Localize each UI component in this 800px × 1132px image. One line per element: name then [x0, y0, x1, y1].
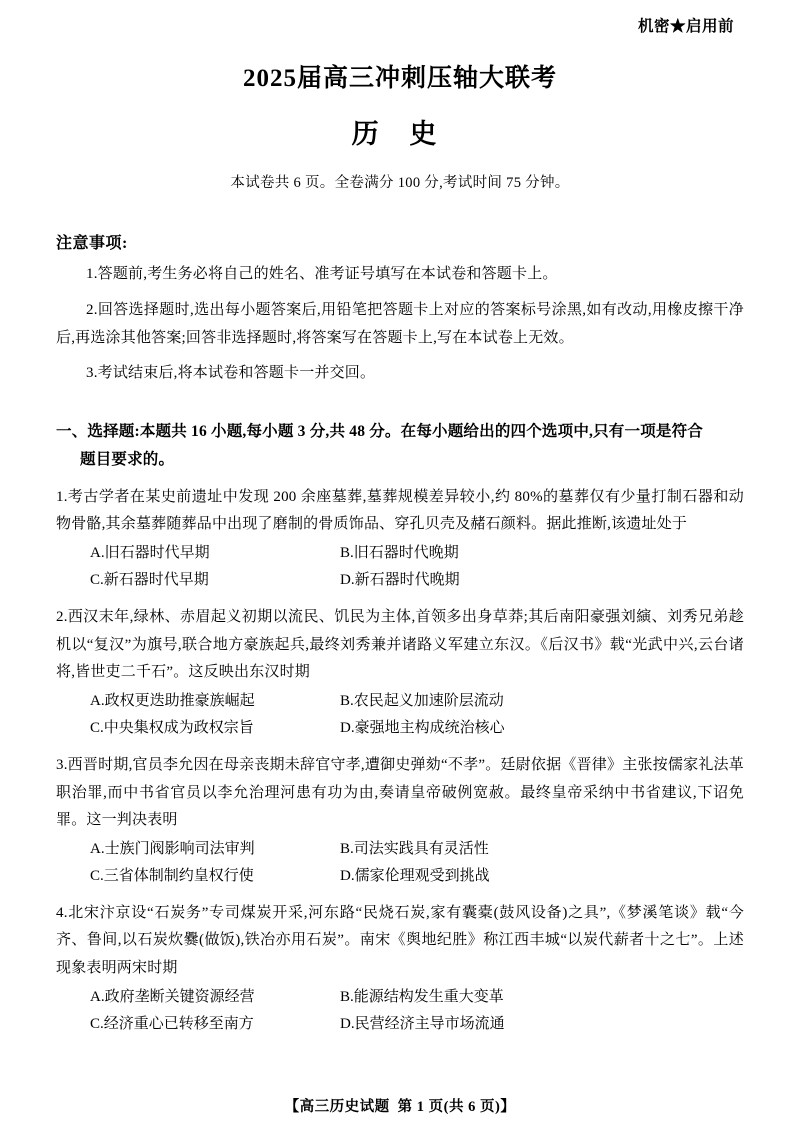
option-d[interactable]: D.豪强地主构成统治核心: [340, 720, 505, 737]
notice-heading: 注意事项:: [56, 235, 128, 252]
section-heading-line2: 题目要求的。: [80, 450, 175, 468]
option-a[interactable]: A.政权更迭助推豪族崛起: [90, 693, 255, 710]
option-row: [56, 1011, 744, 1038]
option-b[interactable]: B.能源结构发生重大变革: [340, 989, 504, 1006]
question-options: [56, 540, 744, 594]
question-item: [56, 752, 744, 890]
exam-info: 本试卷共 6 页。全卷满分 100 分,考试时间 75 分钟。: [230, 175, 570, 191]
question-number: 4.: [56, 905, 68, 922]
option-b[interactable]: B.司法实践具有灵活性: [340, 841, 489, 858]
question-item: [56, 484, 744, 595]
option-row: [56, 567, 744, 594]
confidential-notice: 机密★启用前: [637, 18, 734, 35]
option-b[interactable]: B.旧石器时代晚期: [340, 545, 459, 562]
option-a[interactable]: A.士族门阀影响司法审判: [90, 841, 255, 858]
question-text: 考古学者在某史前遗址中发现 200 余座墓葬,墓葬规模差异较小,约 80%的墓葬仅有少量打制石器和动物骨骼,其余墓葬随葬品中出现了磨制的骨质饰品、穿孔贝壳及赭石颜料。据此推断,该遗址处于: [56, 488, 744, 533]
option-c[interactable]: C.中央集权成为政权宗旨: [90, 720, 254, 737]
question-options: [56, 688, 744, 742]
option-row: [56, 540, 744, 567]
option-c[interactable]: C.新石器时代早期: [90, 572, 209, 589]
option-d[interactable]: D.新石器时代晚期: [340, 572, 460, 589]
question-stem: [56, 900, 744, 982]
question-text: 西晋时期,官员李允因在母亲丧期未辞官守孝,遭御史弹劾“不孝”。廷尉依据《晋律》主张按儒家礼法革职治罪,而中书省官员以李允治理河患有功为由,奏请皇帝破例宽赦。最终皇帝采纳中书省建议,下诏免罪。这一判决表明: [56, 757, 744, 828]
question-number: 2.: [56, 609, 68, 626]
option-row: [56, 715, 744, 742]
page-title: 2025届高三冲刺压轴大联考: [242, 65, 557, 92]
option-c[interactable]: C.三省体制制约皇权行使: [90, 868, 254, 885]
question-item: [56, 900, 744, 1038]
option-d[interactable]: D.民营经济主导市场流通: [340, 1016, 505, 1033]
option-row: [56, 863, 744, 890]
section-heading-line1: 一、选择题:本题共 16 小题,每小题 3 分,共 48 分。在每小题给出的四个选项中,只有一项是符合: [56, 423, 703, 440]
option-row: [56, 836, 744, 863]
footer-title: 【高三历史试题: [284, 1099, 390, 1115]
question-text: 北宋汴京设“石炭务”专司煤炭开采,河东路“民烧石炭,家有囊橐(鼓风设备)之具”,《梦溪笔谈》载“今齐、鲁间,以石炭炊爨(做饭),铁冶亦用石炭”。南宋《舆地纪胜》称江西丰城“以炭代薪者十之七”。上述现象表明两宋时期: [56, 905, 744, 976]
question-options: [56, 984, 744, 1038]
question-options: [56, 836, 744, 890]
option-row: [56, 984, 744, 1011]
footer-page-number: 第 1 页(共 6 页)】: [397, 1099, 516, 1115]
notice-item-1: 1.答题前,考生务必将自己的姓名、准考证号填写在本试卷和答题卡上。: [86, 266, 558, 282]
option-a[interactable]: A.旧石器时代早期: [90, 545, 210, 562]
option-a[interactable]: A.政府垄断关键资源经营: [90, 989, 255, 1006]
section-heading: [56, 418, 744, 474]
option-b[interactable]: B.农民起义加速阶层流动: [340, 693, 504, 710]
option-row: [56, 688, 744, 715]
question-stem: [56, 604, 744, 686]
question-text: 西汉末年,绿林、赤眉起义初期以流民、饥民为主体,首领多出身草莽;其后南阳豪强刘縯、刘秀兄弟趁机以“复汉”为旗号,联合地方豪族起兵,最终刘秀兼并诸路义军建立东汉。《后汉书》载“光武中兴,云台诸将,皆世吏二千石”。这反映出东汉时期: [56, 609, 744, 680]
question-stem: [56, 484, 744, 539]
page-footer: [0, 1095, 800, 1116]
question-item: [56, 604, 744, 742]
notice-item-3: 3.考试结束后,将本试卷和答题卡一并交回。: [86, 365, 376, 382]
question-number: 3.: [56, 757, 68, 774]
question-stem: [56, 752, 744, 834]
option-d[interactable]: D.儒家伦理观受到挑战: [340, 868, 490, 885]
notice-item-2: 2.回答选择题时,选出每小题答案后,用铅笔把答题卡上对应的答案标号涂黑,如有改动,用橡皮擦干净后,再选涂其他答案;回答非选择题时,将答案写在答题卡上,写在本试卷上无效。: [56, 301, 744, 346]
subject-title: 历 史: [351, 119, 449, 149]
question-number: 1.: [56, 488, 68, 505]
option-c[interactable]: C.经济重心已转移至南方: [90, 1016, 254, 1033]
